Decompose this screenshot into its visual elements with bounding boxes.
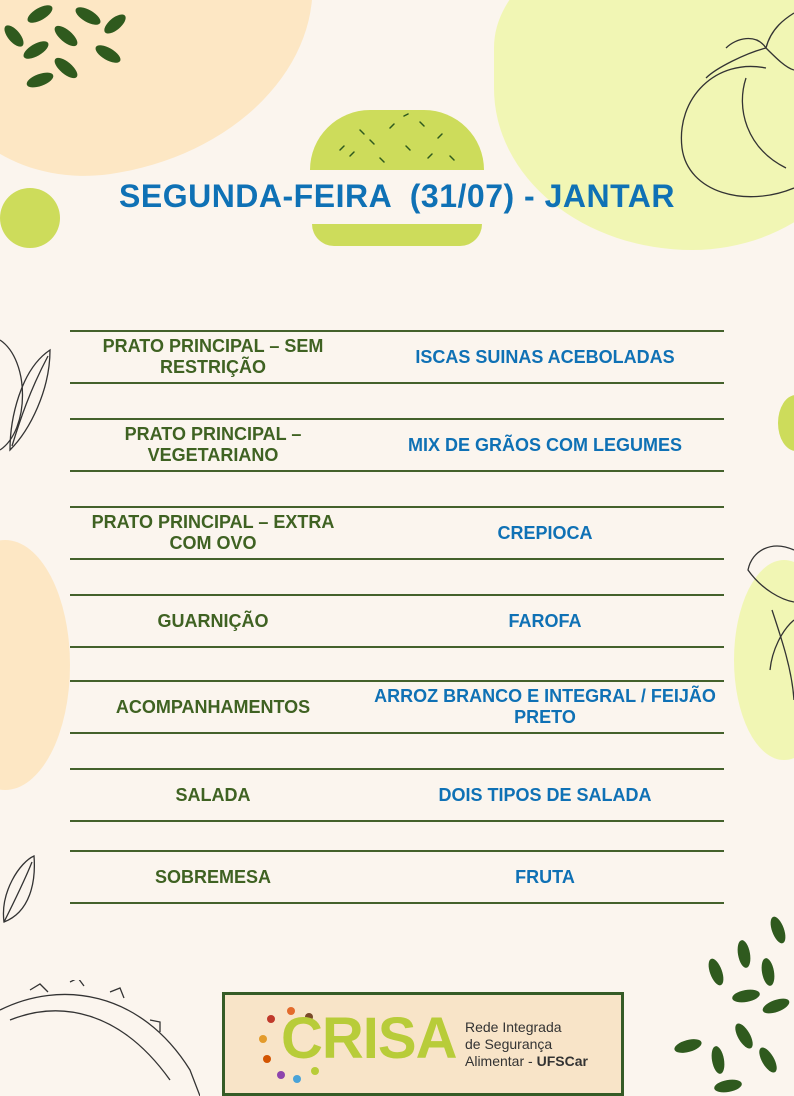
logo-line-bold: UFSCar <box>536 1053 588 1069</box>
menu-row <box>70 418 724 472</box>
crisa-logo <box>222 992 624 1096</box>
menu-value: CREPIOCA <box>497 522 593 543</box>
menu-value: ISCAS SUINAS ACEBOLADAS <box>415 346 675 367</box>
menu-label: PRATO PRINCIPAL – VEGETARIANO <box>124 424 302 465</box>
menu-value: DOIS TIPOS DE SALADA <box>438 784 652 805</box>
menu-value: MIX DE GRÃOS COM LEGUMES <box>407 434 683 455</box>
page-title: SEGUNDA-FEIRA (31/07) - JANTAR <box>119 178 675 214</box>
logo-wordmark: CRISA <box>281 1006 457 1071</box>
menu-label: SALADA <box>175 784 251 805</box>
logo-line-text: Alimentar - <box>465 1053 537 1069</box>
seeds-icon <box>0 0 140 100</box>
logo-line <box>465 1053 588 1070</box>
decor-blob-mid-left <box>0 540 70 790</box>
herb-icon <box>742 530 794 710</box>
leaf-icon <box>0 330 60 460</box>
seeds-icon-bottom <box>668 910 794 1096</box>
menu-value: FRUTA <box>515 866 575 887</box>
menu-row <box>70 768 724 822</box>
logo-subtitle <box>465 1019 588 1070</box>
logo-line: de Segurança <box>465 1036 553 1052</box>
menu-value: FAROFA <box>508 610 582 631</box>
menu-row <box>70 680 724 734</box>
menu-label: PRATO PRINCIPAL – SEM RESTRIÇÃO <box>102 336 324 377</box>
menu-label: ACOMPANHAMENTOS <box>115 696 311 717</box>
decor-dot-right <box>778 395 794 451</box>
sesame-seeds-icon <box>310 110 484 170</box>
menu-row <box>70 506 724 560</box>
menu-row <box>70 850 724 904</box>
menu-row <box>70 594 724 648</box>
menu-row <box>70 330 724 384</box>
menu-label: PRATO PRINCIPAL – EXTRA COM OVO <box>91 512 335 553</box>
logo-line: Rede Integrada <box>465 1019 562 1035</box>
menu-label: SOBREMESA <box>154 866 271 887</box>
taco-icon <box>0 980 200 1096</box>
burger-bun-bottom-icon <box>312 224 482 246</box>
menu-label: GUARNIÇÃO <box>157 610 269 631</box>
menu-value: ARROZ BRANCO E INTEGRAL / FEIJÃO PRETO <box>374 686 716 727</box>
small-leaf-icon <box>0 852 40 932</box>
